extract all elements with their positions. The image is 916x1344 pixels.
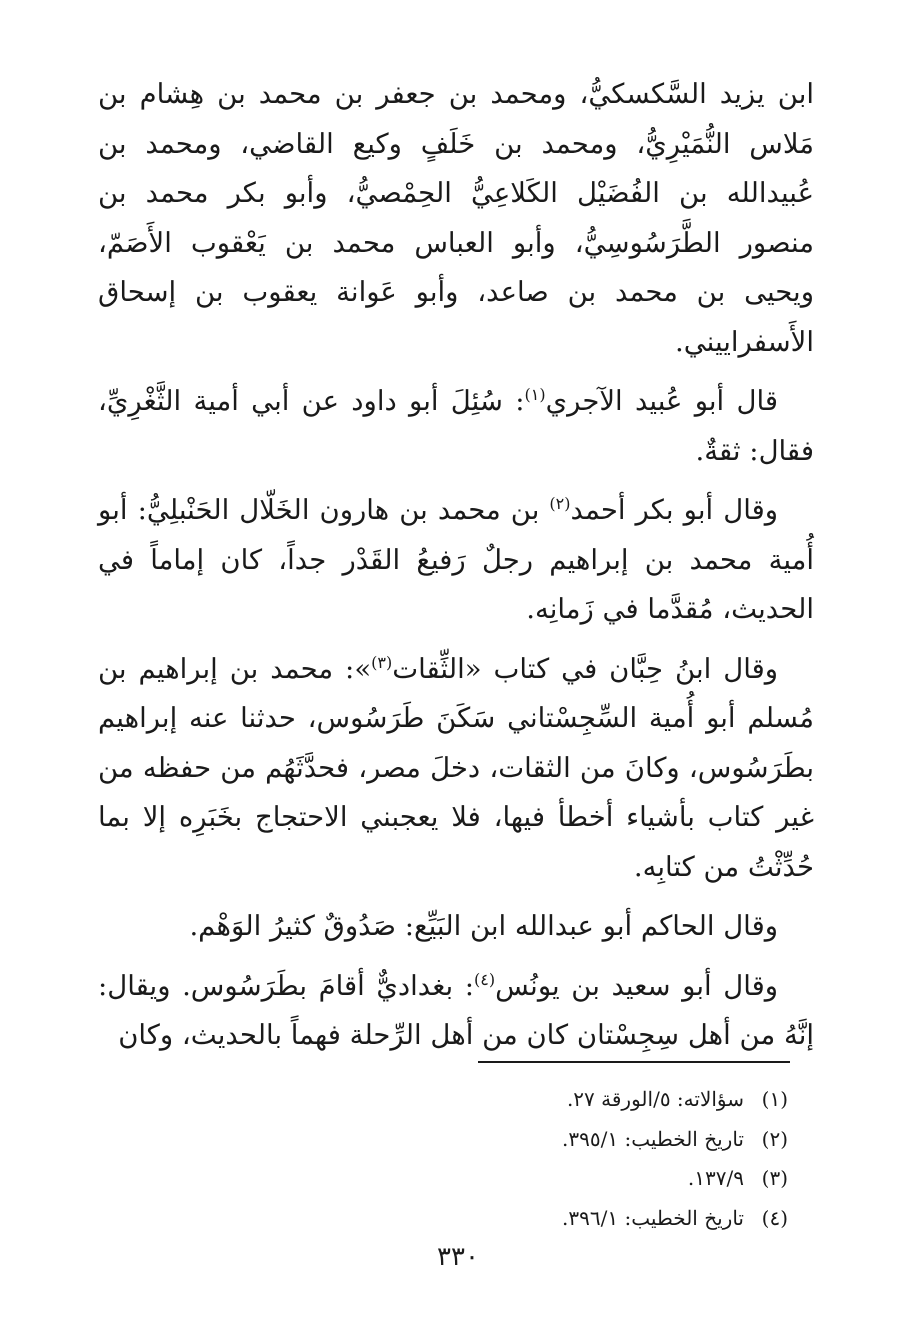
page-number: ٣٣٠ [437,1242,479,1272]
footnote [228,1120,788,1160]
paragraph-text: : سُئِلَ أبو داود عن أبي أمية الثَّغْرِيِّ، فقال: ثقةٌ. [98,385,814,467]
paragraph-text: وقال أبو سعيد بن يونُس [495,969,778,1002]
footnote-reference: (٣) [371,652,393,672]
paragraph [98,962,814,1061]
footnote-number: (١) [761,1087,788,1111]
paragraph-text: : بغداديٌّ أقامَ بطَرَسُوس. ويقال: إنَّهُ من أهل سِجِسْتان كان من أهل الرِّحلة فهماً بالحديث، وكان [98,969,814,1051]
footnote-reference: (١) [524,384,546,404]
footnote-number: (٤) [761,1205,788,1230]
paragraph-text: قال أبو عُبيد الآجري [545,385,778,417]
paragraph [98,645,814,893]
footnote-number: (٢) [761,1126,788,1151]
paragraph-text: »: محمد بن إبراهيم بن مُسلم أبو أُمية السِّجِسْتاني سَكَنَ طَرَسُوس، حدثنا عنه إبراهيم بطَرَسُوس، وكانَ من الثقات، دخلَ مصر، فحدَّثَهُم من حفظه من غير كتاب بأشياء أخطأ فيها، فلا يعجبني الاحتجاج بخَبَرِه إلا بما حُدِّثْتُ من كتابِه. [98,652,814,883]
paragraph-text: بن محمد بن هارون الخَلّال الحَنْبلِيُّ: أبو أُمية محمد بن إبراهيم رجلٌ رَفيعُ القَدْر جداً، كان إماماً في الحديث، مُقدَّما في زَمانِه. [98,494,814,625]
footnote-text: ١٣٧/٩. [687,1166,744,1190]
paragraph-text: وقال ابنُ حِبَّان في كتاب «الثِّقات [392,652,778,685]
paragraph-text: ابن يزيد السَّكسكيُّ، ومحمد بن جعفر بن محمد بن هِشام بن مَلاس النُّمَيْرِيُّ، ومحمد بن خَلَفٍ وكيع القاضي، ومحمد بن عُبيدالله بن الفُضَيْل الكَلاعِيُّ الحِمْصيُّ، وأبو بكر محمد بن منصور الطَّرَسُوسِيُّ، وأبو العباس محمد بن يَعْقوب الأَصَمّ، ويحيى بن محمد بن صاعد، وأبو عَوانة يعقوب بن إسحاق الأَسفراييني. [98,78,814,358]
footnote-reference: (٢) [549,493,571,513]
paragraph-text: وقال أبو بكر أحمد [570,494,778,526]
paragraph [98,486,814,635]
paragraph [98,70,814,367]
footnote [228,1199,788,1239]
footnote-text: تاريخ الخطيب: ٣٩٥/١. [562,1126,744,1151]
paragraph-text: وقال الحاكم أبو عبدالله ابن البَيِّع: صَدُوقٌ كثيرُ الوَهْم. [189,910,778,942]
footnote-divider [478,1061,790,1063]
paragraph [98,377,814,476]
footnotes [228,1080,788,1238]
paragraph [98,902,814,952]
footnote-number: (٣) [761,1166,788,1190]
footnote-text: تاريخ الخطيب: ٣٩٦/١. [562,1205,744,1230]
footnote-text: سؤالاته: ٥/الورقة ٢٧. [566,1087,744,1111]
footnote [228,1159,788,1199]
main-text [98,70,814,1071]
footnote [228,1080,788,1120]
footnote-reference: (٤) [474,969,496,989]
